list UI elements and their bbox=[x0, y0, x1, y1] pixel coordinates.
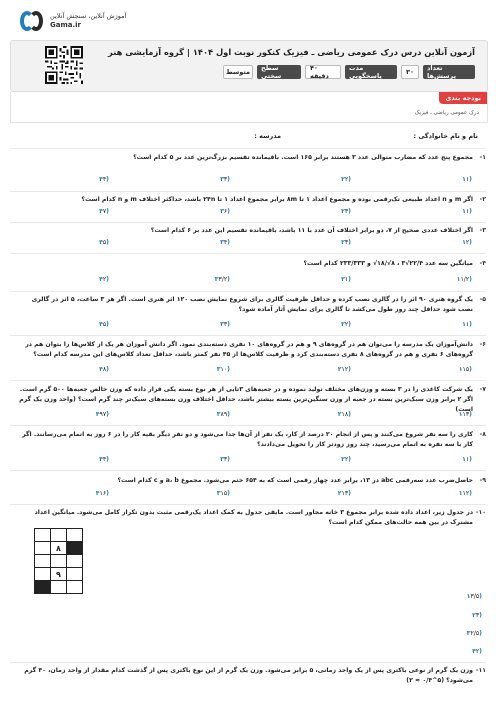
grid-cell: ۸ bbox=[51, 542, 67, 555]
divider bbox=[10, 662, 486, 663]
question-number: ۱- bbox=[479, 154, 486, 161]
question-text: وزن یک گرم از نوعی باکتری پس از یک واحد زمانی، ۵ برابر می‌شود. وزن یک گرم از این نوع باکتری پس از گذشت کدام مقدار از واحد زمان، ۴۰ گرم می‌شود؟ (۵^۰/۴ ≈ ۲) bbox=[24, 667, 473, 684]
option-1[interactable]: (۱۱۲ bbox=[458, 490, 472, 497]
qr-code-icon bbox=[45, 46, 83, 84]
divider bbox=[10, 380, 486, 381]
badge-duration-value: ۴۰ دقیقه bbox=[305, 65, 341, 79]
option-1[interactable]: (۱۳/۵ bbox=[466, 593, 482, 600]
grid-cell bbox=[51, 581, 67, 594]
option-4[interactable]: (۴۲ bbox=[99, 276, 109, 283]
option-number: (۴ bbox=[99, 208, 109, 215]
divider bbox=[10, 222, 486, 223]
question-number: ۷- bbox=[479, 386, 486, 393]
option-number: (۳ bbox=[220, 176, 230, 183]
question-number: ۳- bbox=[479, 227, 486, 234]
option-3[interactable]: (۳۱۰ bbox=[216, 366, 230, 373]
puzzle-grid bbox=[34, 528, 83, 594]
badge-difficulty-value: متوسط bbox=[223, 65, 253, 79]
option-2[interactable]: (۲۲ bbox=[341, 176, 351, 183]
options-q5 bbox=[10, 321, 486, 331]
question-number: ۶- bbox=[479, 341, 486, 348]
option-number: (۳ bbox=[466, 630, 482, 637]
question-2 bbox=[10, 195, 486, 205]
question-text: کاری را سه نفر شروع می‌کنند و پس از انجام ۲۰ درصد از کار، یک نفر از آن‌ها جدا می‌شود و دو نفر دیگر بقیه کار را در ۶ روز به اتمام می‌رسانند. اگر کار با سه نفره به اتمام می‌رسید، چند روز زودتر کار را تحویل می‌دادند؟ bbox=[22, 431, 473, 448]
question-10 bbox=[10, 508, 486, 528]
question-number: ۹- bbox=[479, 477, 486, 484]
options-q6 bbox=[10, 366, 486, 376]
divider bbox=[10, 504, 486, 505]
badge-duration-label: مدت پاسخگویی bbox=[345, 65, 397, 79]
option-number: (۴ bbox=[99, 239, 109, 246]
grid-cell bbox=[51, 555, 67, 568]
option-3[interactable]: (۳۳ bbox=[220, 456, 230, 463]
question-text: اگر m و n اعداد طبیعی تک‌رقمی بوده و مجموع اعداد ۱ تا ۸m برابر مجموع اعداد ۱ تا ۲۴n باشد، حداکثر اختلاف m و n کدام است؟ bbox=[81, 196, 473, 203]
option-3[interactable]: (۳۳ bbox=[220, 176, 230, 183]
option-number: (۲ bbox=[472, 612, 482, 619]
question-text: یک گروه هنری ۹۰ اثر را در گالری نصب کرده و حداقل ظرفیت گالری برای شروع نمایش نصب ۱۲۰ اثر هنری است. اگر هر ۳ ساعت، ۵ اثر در گالری نصب شود حداقل چند روز طول می‌کشد تا گالری برای نمایش آثار آماده شود؟ bbox=[31, 296, 473, 313]
option-4[interactable]: (۴۵ bbox=[99, 321, 109, 328]
question-9 bbox=[10, 476, 486, 486]
option-4[interactable]: (۴۵ bbox=[99, 239, 109, 246]
grid-cell bbox=[35, 529, 51, 542]
grid-cell bbox=[35, 542, 51, 555]
question-5 bbox=[10, 295, 486, 315]
option-1[interactable]: (۱۱ bbox=[462, 176, 472, 183]
badge-difficulty-label: سطح سختی bbox=[257, 65, 301, 79]
question-text: دانش‌آموزان یک مدرسه را می‌توان هم در گروه‌های ۹ و هم در گروه‌های ۱۰ نفری دسته‌بندی نمود. اگر دانش آموزان هر یک از کلاس‌ها را بتوان هم در گروه‌های ۶ نفری و هم در گروه‌های ۸ نفری دسته‌بندی کرد و ظرفیت کلاس‌ها از ۴۵ نفر کمتر باشد، حداقل تعداد کلاس‌های این مدرسه کدام است؟ bbox=[25, 341, 473, 358]
option-1[interactable]: (۱۲ bbox=[462, 239, 472, 246]
option-2[interactable]: (۲۳ bbox=[341, 208, 351, 215]
option-4[interactable]: (۴۱۶ bbox=[95, 490, 109, 497]
grid-cell bbox=[35, 568, 51, 581]
grid-cell bbox=[35, 555, 51, 568]
option-number: (۱ bbox=[458, 366, 472, 373]
option-2[interactable]: (۲۱۸ bbox=[337, 411, 351, 418]
option-number: (۲ bbox=[341, 239, 351, 246]
budget-subtitle: درک عمومی ریاضی ـ فیزیک bbox=[414, 110, 479, 116]
divider bbox=[10, 425, 486, 426]
question-8 bbox=[10, 430, 486, 450]
option-number: (۱ bbox=[458, 411, 472, 418]
grid-cell bbox=[67, 555, 83, 568]
options-q7 bbox=[10, 411, 486, 421]
divider bbox=[10, 148, 486, 149]
grid-cell bbox=[67, 581, 83, 594]
question-number: ۲- bbox=[479, 196, 486, 203]
question-number: ۱۰- bbox=[475, 509, 486, 516]
option-number: (۱ bbox=[462, 208, 472, 215]
option-4[interactable]: (۴۹۷ bbox=[95, 411, 109, 418]
option-number: (۱ bbox=[466, 593, 482, 600]
option-2[interactable]: (۲۳ bbox=[472, 612, 482, 619]
question-text: مجموع پنج عدد که مضارب متوالی عدد ۳ هستند برابر ۱۶۵ است. باقیمانده تقسیم بزرگ‌ترین عدد بر ۵ کدام است؟ bbox=[133, 154, 473, 161]
question-text: در جدول زیر، اعداد داده شده برابر مجموع ۳ خانه مجاور است. مابقی جدول به کمک اعداد یک‌رقمی مثبت بدون تکرار کامل می‌شود. میانگین اعداد مشترک در بین همه حالت‌های ممکن کدام است؟ bbox=[34, 509, 473, 526]
option-number: (۴ bbox=[99, 456, 109, 463]
option-number: (۳ bbox=[216, 366, 230, 373]
student-fields bbox=[10, 132, 486, 144]
question-number: ۵- bbox=[479, 296, 486, 303]
option-3[interactable]: (۳۶ bbox=[220, 208, 230, 215]
divider bbox=[10, 335, 486, 336]
exam-header bbox=[10, 40, 488, 92]
badge-question-count-label: تعداد پرسش‌ها bbox=[423, 65, 475, 79]
grid-cell-shaded bbox=[67, 542, 83, 555]
grid-cell bbox=[67, 568, 83, 581]
question-7 bbox=[10, 385, 486, 413]
question-number: ۸- bbox=[479, 431, 486, 438]
option-number: (۱ bbox=[458, 490, 472, 497]
option-2[interactable]: (۲۲ bbox=[341, 321, 351, 328]
divider bbox=[10, 253, 486, 254]
option-number: (۱ bbox=[462, 239, 472, 246]
option-number: (۳ bbox=[220, 321, 230, 328]
option-number: (۲ bbox=[341, 276, 351, 283]
question-number: ۱۱- bbox=[475, 667, 486, 674]
option-number: (۱ bbox=[462, 321, 472, 328]
option-number: (۱ bbox=[462, 176, 472, 183]
option-3[interactable]: (۳۲/۵ bbox=[466, 630, 482, 637]
school-field-label: مدرسه : bbox=[254, 132, 281, 140]
question-text: یک شرکت کاغذی را در ۳ بسته و وزن‌های مختلف تولید نموده و در جعبه‌های ۳تایی از هر نوع بسته یکی قرار داده که وزن خالص جعبه‌ها ۵۰۰ گرم است. اگر ۲ برابر وزن سبک‌ترین بسته در جعبه از وزن سنگین‌ترین بسته بیشتر باشد، حداقل اختلاف وزن بسته‌های سبک‌تر چند گرم است؟ (واحد وزن یک گرم است) bbox=[19, 386, 473, 413]
option-4[interactable]: (۴۷ bbox=[99, 208, 109, 215]
divider bbox=[10, 191, 486, 192]
options-q2 bbox=[10, 208, 486, 218]
options-q1 bbox=[10, 176, 486, 186]
option-number: (۴ bbox=[99, 176, 109, 183]
option-1[interactable]: (۱۱۵ bbox=[458, 366, 472, 373]
option-1[interactable]: (۱۱۳ bbox=[458, 411, 472, 418]
question-number: ۴- bbox=[479, 260, 486, 267]
budget-section bbox=[10, 92, 488, 123]
option-number: (۳ bbox=[220, 208, 230, 215]
question-4 bbox=[10, 259, 486, 271]
question-11 bbox=[10, 666, 486, 688]
question-text: میانگین سه عدد ‎√۱۸/√۸‎ ، ‎۳√۲۲/۴‎ و ‎۲۳۳/۳۳۳‎ کدام است؟ bbox=[303, 260, 473, 267]
option-number: (۲ bbox=[337, 366, 351, 373]
question-1 bbox=[10, 153, 486, 163]
option-2[interactable]: (۲۱ bbox=[341, 276, 351, 283]
option-number: (۳ bbox=[216, 490, 230, 497]
option-3[interactable]: (۳۱۵ bbox=[216, 490, 230, 497]
badge-question-count-value: ۳۰ bbox=[401, 65, 419, 79]
option-4[interactable]: (۴۴ bbox=[99, 176, 109, 183]
option-3[interactable]: (۳۳/۲ bbox=[214, 276, 230, 283]
option-2[interactable]: (۲۱۲ bbox=[337, 366, 351, 373]
option-number: (۲ bbox=[341, 456, 351, 463]
option-number: (۴ bbox=[99, 321, 109, 328]
options-q8 bbox=[10, 456, 486, 466]
brand bbox=[20, 6, 126, 36]
grid-cell bbox=[51, 529, 67, 542]
option-number: (۴ bbox=[99, 276, 109, 283]
option-1[interactable]: (۱۱ bbox=[462, 208, 472, 215]
name-field-label: نام و نام خانوادگی : bbox=[413, 132, 478, 140]
question-3 bbox=[10, 226, 486, 236]
option-4[interactable]: (۴۸ bbox=[99, 366, 109, 373]
options-q3 bbox=[10, 239, 486, 249]
exam-title: آزمون آنلاین درس درک عمومی ریاضی ـ فیزیک کنکور نوبت اول ۱۴۰۴ | گروه آزمایشی هنر bbox=[108, 47, 475, 57]
option-1[interactable]: (۱۱ bbox=[462, 456, 472, 463]
option-number: (۳ bbox=[220, 456, 230, 463]
divider bbox=[10, 470, 486, 471]
option-number: (۴ bbox=[472, 648, 482, 655]
option-2[interactable]: (۲۳ bbox=[341, 239, 351, 246]
divider bbox=[10, 291, 486, 292]
option-number: (۲ bbox=[337, 411, 351, 418]
option-1[interactable]: (۱۱ bbox=[462, 321, 472, 328]
option-number: (۴ bbox=[99, 366, 109, 373]
option-number: (۱ bbox=[462, 456, 472, 463]
option-number: (۳ bbox=[214, 276, 230, 283]
question-text: حاصل‌ضرب عدد سه‌رقمی abc در ۱۳، برابر عدد چهار رقمی است که به ۶۵۴ ختم می‌شود. مجموع a، b و c کدام است؟ bbox=[117, 477, 473, 484]
option-number: (۱ bbox=[456, 276, 472, 283]
grid-cell: ۹ bbox=[51, 568, 67, 581]
option-number: (۲ bbox=[341, 321, 351, 328]
option-number: (۳ bbox=[216, 411, 230, 418]
option-number: (۲ bbox=[341, 176, 351, 183]
grid-cell-shaded bbox=[35, 581, 51, 594]
option-3[interactable]: (۳۴ bbox=[220, 239, 230, 246]
brand-site: Gama.ir bbox=[50, 21, 81, 29]
grid-cell bbox=[67, 529, 83, 542]
option-3[interactable]: (۳۳ bbox=[220, 321, 230, 328]
option-2[interactable]: (۲۱۳ bbox=[337, 490, 351, 497]
option-1[interactable]: (۱۱/۲ bbox=[456, 276, 472, 283]
option-number: (۲ bbox=[337, 490, 351, 497]
option-number: (۲ bbox=[341, 208, 351, 215]
option-number: (۳ bbox=[220, 239, 230, 246]
option-4[interactable]: (۴۴ bbox=[99, 456, 109, 463]
budget-tag: بودجه بندی bbox=[439, 92, 487, 104]
question-6 bbox=[10, 340, 486, 360]
option-4[interactable]: (۴۲ bbox=[472, 648, 482, 655]
brand-name: آموزش آنلاین، سنجش آنلاین bbox=[50, 12, 127, 20]
option-2[interactable]: (۲۲ bbox=[341, 456, 351, 463]
options-q4 bbox=[10, 276, 486, 286]
option-number: (۴ bbox=[95, 411, 109, 418]
exam-badges bbox=[223, 65, 475, 79]
question-text: اگر اختلاف عددی صحیح از ۷، دو برابر اختلاف آن عدد با ۱۱ باشد، باقیمانده تقسیم این عدد بر ۶ کدام است؟ bbox=[150, 227, 473, 234]
options-q9 bbox=[10, 490, 486, 500]
option-number: (۴ bbox=[95, 490, 109, 497]
gama-logo-icon bbox=[20, 9, 44, 33]
option-3[interactable]: (۳۸۹ bbox=[216, 411, 230, 418]
